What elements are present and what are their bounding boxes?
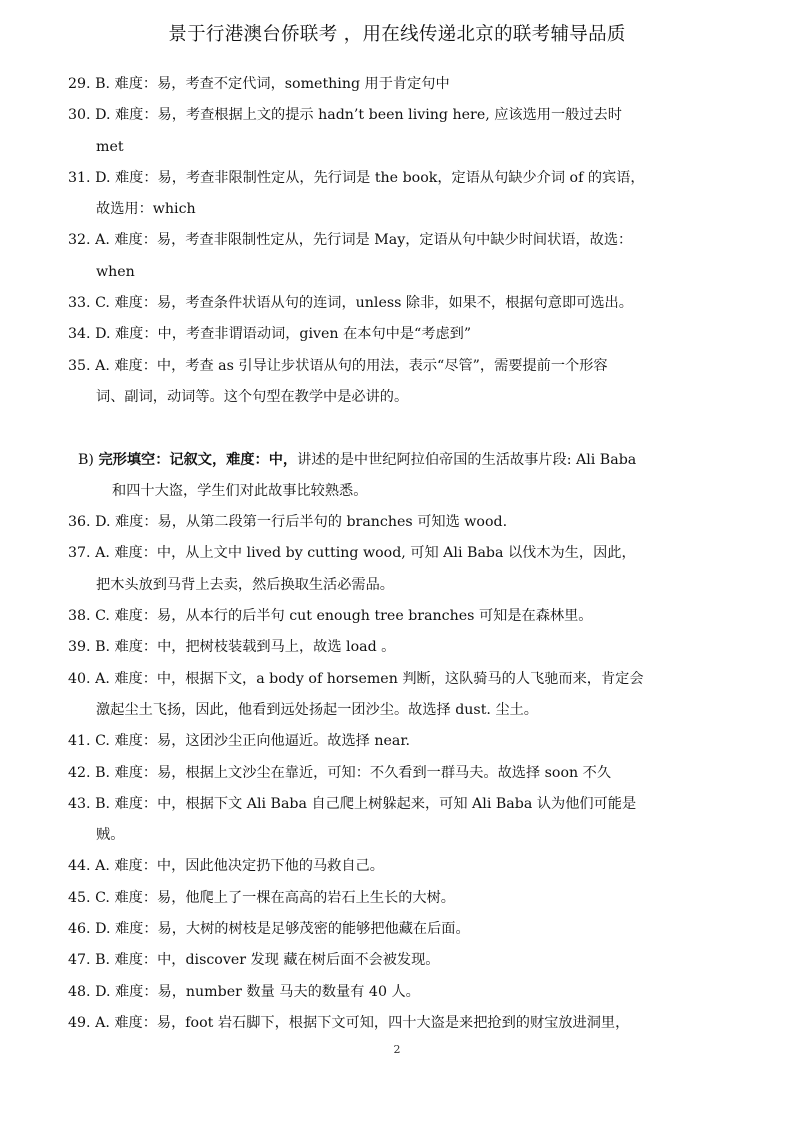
section-b-description-continued: 和四十大盗，学生们对此故事比较熟悉。: [112, 482, 368, 499]
answer-44: 44. A. 难度：中，因此他决定扔下他的马救自己。: [68, 858, 384, 875]
answer-49: 49. A. 难度：易，foot 岩石脚下，根据下文可知，四十大盗是来把抢到的财宝放进洞里，: [68, 1014, 630, 1031]
answer-35-continued: 词、副词，动词等。这个句型在教学中是必讲的。: [96, 388, 409, 405]
answer-40: 40. A. 难度：中，根据下文，a body of horsemen 判断，这队骑马的人飞驰而来，肯定会: [68, 670, 644, 687]
answer-37: 37. A. 难度：中，从上文中 lived by cutting wood, 可知 Ali Baba 以伐木为生，因此，: [68, 545, 636, 562]
answer-39: 39. B. 难度：中，把树枝装载到马上，故选 load 。: [68, 639, 396, 656]
answer-47: 47. B. 难度：中，discover 发现 藏在树后面不会被发现。: [68, 952, 440, 969]
answer-48: 48. D. 难度：易，number 数量 马夫的数量有 40 人。: [68, 983, 420, 1000]
section-b-prefix: B): [78, 451, 99, 468]
section-b-heading: [68, 445, 728, 476]
section-a-items: [68, 69, 728, 413]
section-b-title: 完形填空：记叙文，难度：中，: [98, 451, 298, 468]
answer-37-continued: 把木头放到马背上去卖，然后换取生活必需品。: [96, 576, 394, 593]
answer-36: 36. D. 难度：易，从第二段第一行后半句的 branches 可知选 wood.: [68, 514, 508, 531]
answer-43: 43. B. 难度：中，根据下文 Ali Baba 自己爬上树躲起来，可知 Ali Baba 认为他们可能是: [68, 795, 637, 812]
answer-34: 34. D. 难度：中，考查非谓语动词，given 在本句中是“考虑到”: [68, 326, 472, 343]
page-header: 景于行港澳台侨联考 ，用在线传递北京的联考辅导品质: [168, 24, 626, 45]
answer-explanations: [68, 69, 728, 1039]
answer-32: 32. A. 难度：易，考查非限制性定从，先行词是 May，定语从句中缺少时间状语，故选：: [68, 232, 633, 249]
answer-32-continued: when: [96, 263, 135, 280]
section-b-items: [68, 507, 728, 1039]
answer-40-continued: 激起尘土飞扬，因此，他看到远处扬起一团沙尘。故选择 dust. 尘土。: [96, 701, 538, 718]
answer-33: 33. C. 难度：易，考查条件状语从句的连词，unless 除非，如果不，根据句意即可选出。: [68, 295, 633, 312]
answer-43-continued: 贼。: [96, 827, 125, 844]
answer-35: 35. A. 难度：中，考查 as 引导让步状语从句的用法，表示“尽管”，需要提前一个形容: [68, 357, 608, 374]
section-spacer: [68, 413, 728, 444]
answer-45: 45. C. 难度：易，他爬上了一棵在高高的岩石上生长的大树。: [68, 889, 455, 906]
answer-46: 46. D. 难度：易，大树的树枝是足够茂密的能够把他藏在后面。: [68, 921, 470, 938]
answer-30-continued: met: [96, 138, 124, 155]
answer-41: 41. C. 难度：易，这团沙尘正向他逼近。故选择 near.: [68, 733, 411, 750]
page-number: 2: [393, 1043, 401, 1056]
answer-31-continued: 故选用：which: [96, 201, 196, 218]
answer-38: 38. C. 难度：易，从本行的后半句 cut enough tree branches 可知是在森林里。: [68, 608, 593, 625]
answer-30: 30. D. 难度：易，考查根据上文的提示 hadn’t been living here, 应该选用一般过去时: [68, 107, 622, 124]
section-b-description: 讲述的是中世纪阿拉伯帝国的生活故事片段: Ali Baba: [297, 451, 637, 468]
answer-31: 31. D. 难度：易，考查非限制性定从，先行词是 the book，定语从句缺少介词 of 的宾语，: [68, 169, 645, 186]
answer-29: 29. B. 难度：易，考查不定代词，something 用于肯定句中: [68, 76, 450, 92]
answer-42: 42. B. 难度：易，根据上文沙尘在靠近，可知：不久看到一群马夫。故选择 soon 不久: [68, 764, 612, 781]
